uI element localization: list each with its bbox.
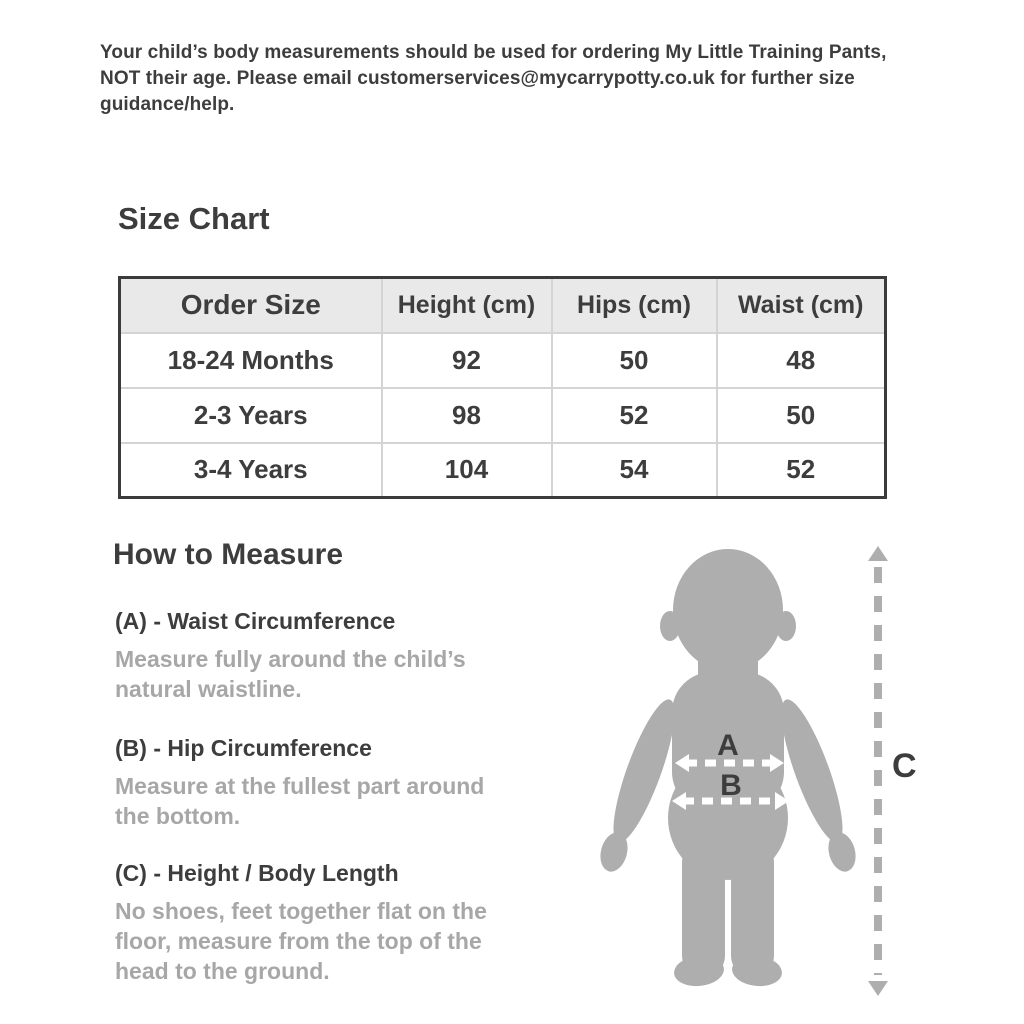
intro-line-2 [100, 66, 886, 92]
cell-order-size: 18-24 Months [120, 333, 382, 388]
cell-height: 92 [382, 333, 552, 388]
intro-line-2-before: NOT their age. Please email [100, 68, 358, 89]
measure-item-label: (C) - Height / Body Length [115, 860, 399, 886]
intro-line-3: guidance/help. [100, 94, 235, 115]
table-row [120, 333, 886, 388]
size-chart-table [118, 276, 887, 499]
email-address: customerservices@mycarrypotty.co.uk [357, 68, 715, 89]
table-row [120, 388, 886, 443]
height-marker-label: C [892, 747, 917, 785]
intro-text [100, 40, 886, 118]
table-header-row [120, 278, 886, 333]
cell-waist: 48 [717, 333, 886, 388]
column-header-hips: Hips (cm) [552, 278, 717, 333]
table-row [120, 443, 886, 498]
measure-item-description: Measure at the fullest part around the bottom. [115, 773, 485, 829]
measure-item-label: (B) - Hip Circumference [115, 735, 372, 761]
hip-marker-label: B [720, 769, 742, 802]
measure-item-description: Measure fully around the child’s natural waistline. [115, 646, 466, 702]
measure-item-label: (A) - Waist Circumference [115, 608, 396, 634]
intro-line-2-after: for further size [714, 68, 855, 89]
column-header-height: Height (cm) [382, 278, 552, 333]
intro-line-1: Your child’s body measurements should be used for ordering My Little Training Pants, [100, 42, 887, 63]
cell-hips: 50 [552, 333, 717, 388]
column-header-order-size: Order Size [120, 278, 382, 333]
measure-item-description: No shoes, feet together flat on the floor, measure from the top of the head to the ground. [115, 898, 487, 984]
cell-waist: 52 [717, 443, 886, 498]
cell-waist: 50 [717, 388, 886, 443]
measure-item-waist [115, 606, 585, 704]
measure-item-height [115, 858, 585, 986]
child-silhouette-illustration [598, 546, 858, 990]
cell-hips: 54 [552, 443, 717, 498]
cell-height: 104 [382, 443, 552, 498]
cell-height: 98 [382, 388, 552, 443]
how-to-measure-title: How to Measure [113, 538, 344, 571]
size-chart-title: Size Chart [118, 201, 270, 236]
column-header-waist: Waist (cm) [717, 278, 886, 333]
measure-item-hip [115, 733, 585, 831]
cell-order-size: 3-4 Years [120, 443, 382, 498]
waist-marker-label: A [717, 729, 739, 762]
cell-hips: 52 [552, 388, 717, 443]
cell-order-size: 2-3 Years [120, 388, 382, 443]
